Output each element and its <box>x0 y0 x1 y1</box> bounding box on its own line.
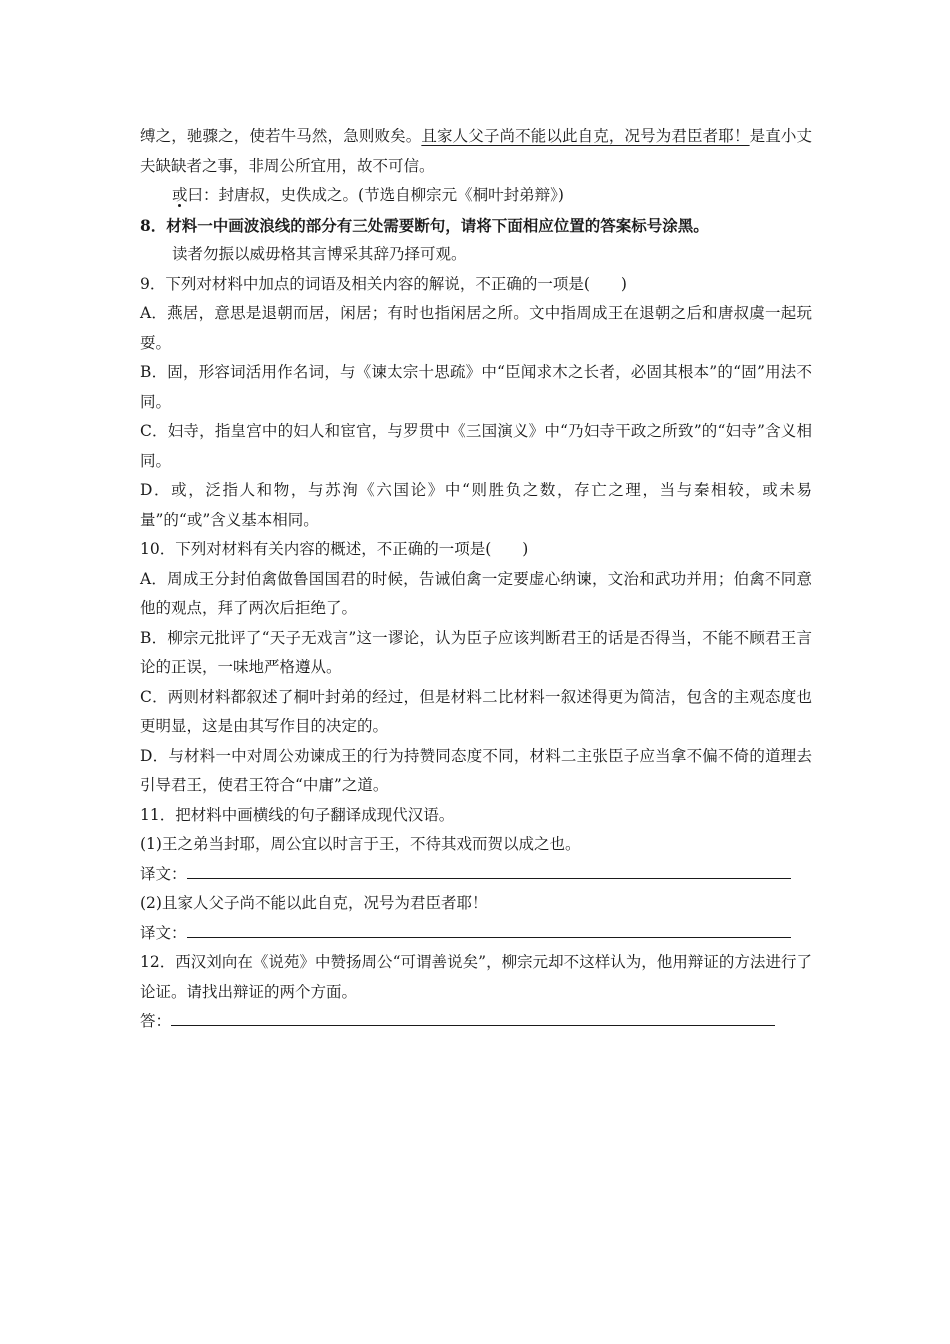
question-10-option-a: A．周成王分封伯禽做鲁国国君的时候，告诫伯禽一定要虚心纳谏，文治和武功并用；伯禽不同意他的观点，拜了两次后拒绝了。 <box>140 569 812 617</box>
question-10-option-d: D．与材料一中对周公劝谏成王的行为持赞同态度不同，材料二主张臣子应当拿不偏不倚的道理去引导君王，使君王符合“中庸”之道。 <box>140 746 812 794</box>
document-body <box>140 122 812 1037</box>
question-11-stem: 11．把材料中画横线的句子翻译成现代汉语。 <box>140 805 455 824</box>
translation-label: 译文： <box>140 864 187 883</box>
question-10-option-b: B．柳宗元批评了“天子无戏言”这一谬论，认为臣子应该判断君王的话是否得当，不能不顾君王言论的正误，一味地严格遵从。 <box>140 628 812 676</box>
question-8-sentence: 读者勿振以威毋格其言博采其辞乃择可观。 <box>172 245 467 263</box>
question-10-stem: 10．下列对材料有关内容的概述，不正确的一项是( ) <box>140 540 529 558</box>
passage-text: 是直小丈夫缺缺者之事，非周公所宜用，故不可信。 <box>140 127 812 175</box>
translation-blank-1[interactable] <box>187 877 791 879</box>
question-9-option-c: C．妇寺，指皇宫中的妇人和宦官，与罗贯中《三国演义》中“乃妇寺干政之所致”的“妇寺”含义相同。 <box>140 422 812 470</box>
question-8-stem: 8．材料一中画波浪线的部分有三处需要断句，请将下面相应位置的答案标号涂黑。 <box>140 215 709 235</box>
translation-label: 译文： <box>140 923 187 942</box>
passage-text: 曰：封唐叔，史佚成之。(节选自柳宗元《桐叶封弟辩》) <box>187 186 564 204</box>
question-11-sentence-2: (2)且家人父子尚不能以此自克，况号为君臣者耶！ <box>140 894 488 912</box>
translation-line-2 <box>140 919 812 949</box>
dotted-word: 或 <box>172 186 188 204</box>
question-9-stem: 9．下列对材料中加点的词语及相关内容的解说，不正确的一项是( ) <box>140 274 627 293</box>
question-11-sentence-1: (1)王之弟当封耶，周公宜以时言于王，不待其戏而贺以成之也。 <box>140 835 581 853</box>
underlined-sentence: 且家人父子尚不能以此自克，况号为君臣者耶！ <box>421 127 750 145</box>
passage-text: 缚之，驰骤之，使若牛马然，急则败矣。 <box>140 127 422 145</box>
answer-label: 答： <box>140 1012 172 1030</box>
question-9-option-b: B．固，形容词活用作名词，与《谏太宗十思疏》中“臣闻求木之长者，必固其根本”的“固”用法不同。 <box>140 363 812 411</box>
answer-blank[interactable] <box>171 1024 775 1026</box>
translation-line-1 <box>140 860 812 890</box>
passage-source-line <box>140 181 812 211</box>
answer-line <box>140 1007 812 1037</box>
question-12-stem: 12．西汉刘向在《说苑》中赞扬周公“可谓善说矣”，柳宗元却不这样认为，他用辩证的方法进行了论证。请找出辩证的两个方面。 <box>140 953 812 1001</box>
passage-paragraph <box>140 122 812 181</box>
question-9-option-a: A．燕居，意思是退朝而居，闲居；有时也指闲居之所。文中指周成王在退朝之后和唐叔虞一起玩耍。 <box>140 304 812 352</box>
question-9-option-d: D．或，泛指人和物，与苏洵《六国论》中“则胜负之数，存亡之理，当与秦相较，或未易量”的“或”含义基本相同。 <box>140 481 812 529</box>
question-10-option-c: C．两则材料都叙述了桐叶封弟的经过，但是材料二比材料一叙述得更为简洁，包含的主观态度也更明显，这是由其写作目的决定的。 <box>140 687 812 735</box>
translation-blank-2[interactable] <box>187 936 791 938</box>
